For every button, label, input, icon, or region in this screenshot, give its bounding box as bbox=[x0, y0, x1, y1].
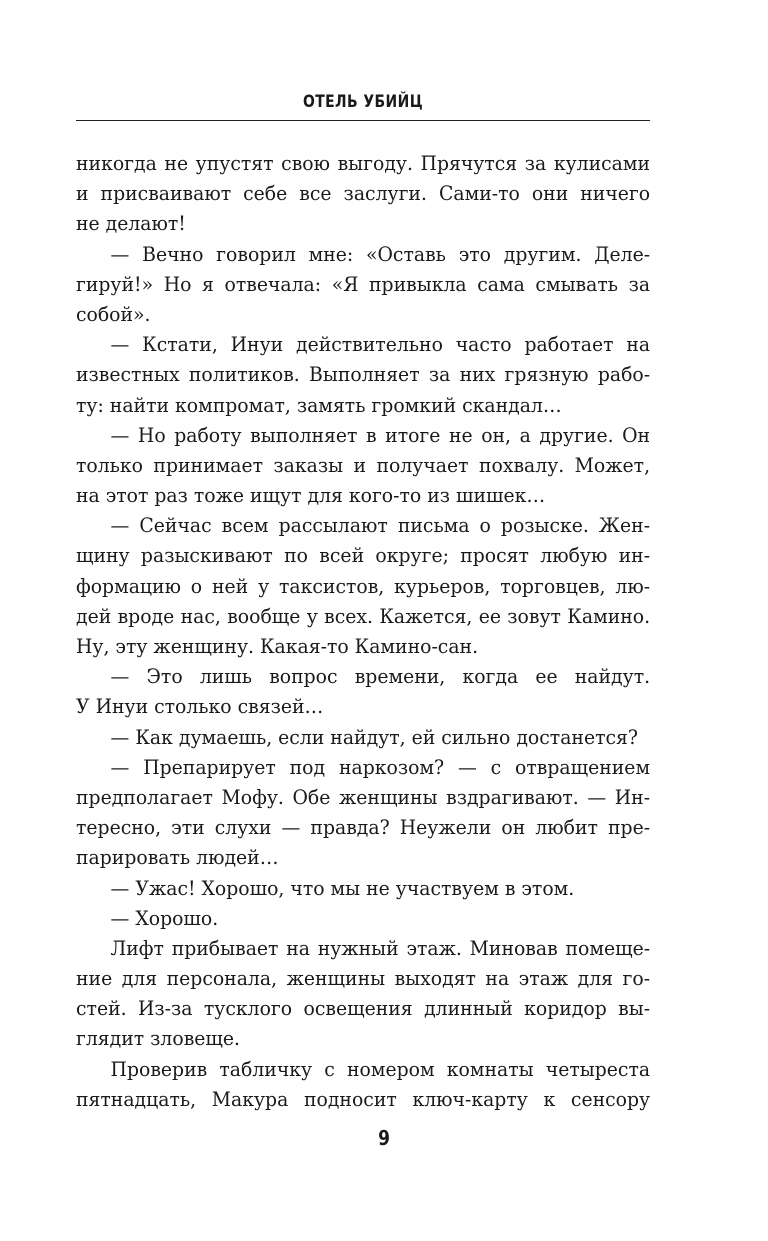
text-line: формацию о ней у таксистов, курьеров, торговцев, лю- bbox=[76, 574, 651, 598]
text-line: — Как думаешь, если найдут, ей сильно достанется? bbox=[110, 725, 638, 749]
text-line: и присваивают себе все заслуги. Сами-то они ничего bbox=[76, 182, 651, 206]
text-line: Лифт прибывает на нужный этаж. Миновав помеще- bbox=[110, 936, 651, 960]
text-line: ту: найти компромат, замять громкий скандал… bbox=[76, 393, 562, 417]
header-rule bbox=[76, 120, 650, 121]
text-line: предполагает Мофу. Обе женщины вздрагивают. — Ин- bbox=[76, 785, 651, 809]
text-line: Ну, эту женщину. Какая-то Камино-сан. bbox=[76, 635, 479, 658]
text-line: собой». bbox=[76, 302, 151, 326]
text-line: Проверив табличку с номером комнаты четыреста bbox=[110, 1057, 651, 1081]
text-line: пятнадцать, Макура подносит ключ-карту к сенсору bbox=[76, 1087, 651, 1111]
text-line: — Но работу выполняет в итоге не он, а другие. Он bbox=[110, 423, 651, 447]
text-line: щину разыскивают по всей округе; просят любую ин- bbox=[76, 544, 651, 568]
text-line: — Кстати, Инуи действительно часто работает на bbox=[110, 333, 651, 357]
text-line: — Ужас! Хорошо, что мы не участвуем в этом. bbox=[110, 876, 575, 900]
text-line: глядит зловеще. bbox=[76, 1027, 241, 1051]
text-line: — Препарирует под наркозом? — с отвращением bbox=[110, 755, 651, 779]
text-line: только принимает заказы и получает похвалу. Может, bbox=[76, 453, 651, 477]
text-line: известных политиков. Выполняет за них грязную рабо- bbox=[76, 363, 651, 387]
text-line: ние для персонала, женщины выходят на этаж для го- bbox=[76, 967, 651, 991]
text-line: — Это лишь вопрос времени, когда ее найдут. bbox=[110, 665, 651, 689]
text-line: тересно, эти слухи — правда? Неужели он любит пре- bbox=[76, 816, 651, 840]
text-line: — Хорошо. bbox=[110, 906, 219, 930]
text-line: парировать людей… bbox=[76, 846, 279, 870]
text-line: на этот раз тоже ищут для кого-то из шишек… bbox=[76, 484, 546, 508]
text-line: — Сейчас всем рассылают письма о розыске. Жен- bbox=[110, 514, 651, 538]
text-line: никогда не упустят свою выгоду. Прячутся за кулисами bbox=[76, 152, 651, 175]
text-line: У Инуи столько связей… bbox=[76, 695, 324, 719]
text-line: дей вроде нас, вообще у всех. Кажется, ее зовут Камино. bbox=[76, 604, 651, 628]
text-line: не делают! bbox=[76, 212, 186, 236]
page-number: 9 bbox=[378, 1126, 390, 1150]
text-line: — Вечно говорил мне: «Оставь это другим. Деле- bbox=[110, 242, 651, 266]
text-line: гируй!» Но я отвечала: «Я привыкла сама смывать за bbox=[76, 272, 651, 296]
running-title: ОТЕЛЬ УБИЙЦ bbox=[302, 92, 424, 112]
body-text bbox=[76, 149, 650, 1115]
text-line: стей. Из-за тусклого освещения длинный коридор вы- bbox=[76, 997, 651, 1021]
